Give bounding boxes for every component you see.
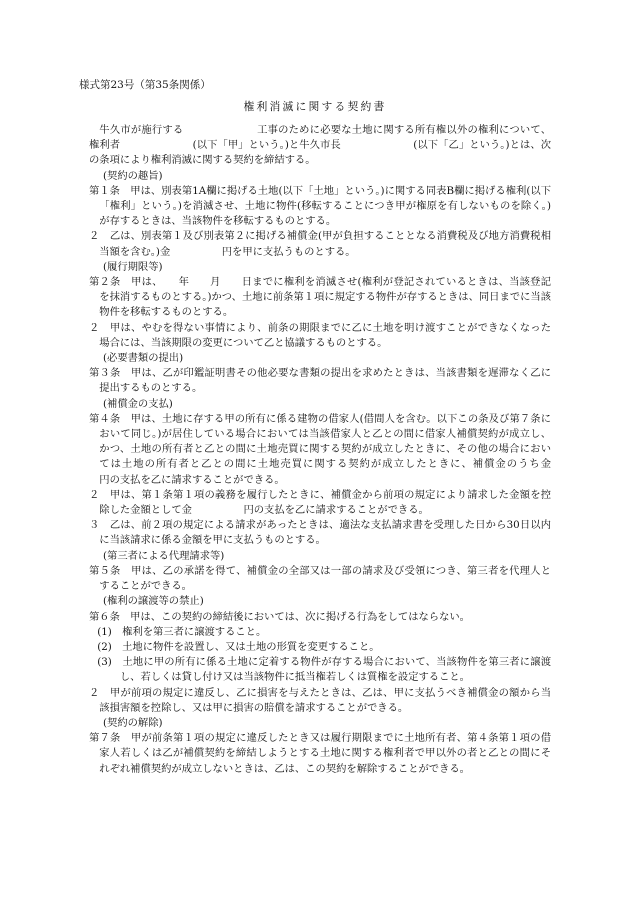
clause-paragraph: 第６条 甲は、この契約の締結後においては、次に掲げる行為をしてはならない。 [89, 610, 470, 623]
clause-paragraph: 第３条 甲は、乙が印鑑証明書その他必要な書類の提出を求めたときは、当該書類を遅滞なく乙に提出するものとする。 [89, 367, 551, 395]
clause-item: (3) 土地に甲の所有に係る土地に定着する物件が存する場合において、当該物件を第三者に譲渡し、若しくは貸し付け又は当該物件に抵当権若しくは質権を設定すること。 [97, 656, 551, 684]
clause-paragraph: 第２条 甲は、 年 月 日までに権利を消滅させ(権利が登記されているときは、当該登記を抹消するものとする。)かつ、土地に前条第１項に規定する物件が存するときは、同日までに当該物件を移転するものとする。 [89, 276, 551, 319]
clause-item: (2) 土地に物件を設置し、又は土地の形質を変更すること。 [97, 640, 380, 653]
clause-caption: (第三者による代理請求等) [103, 549, 225, 562]
form-number: 様式第23号（第35条関係） [79, 79, 211, 91]
clause-caption: (契約の趣旨) [103, 169, 163, 182]
document-title: 権利消滅に関する契約書 [243, 100, 387, 113]
clause-paragraph: 第４条 甲は、土地に存する甲の所有に係る建物の借家人(借間人を含む。以下この条及び第７条において同じ。)が居住している場合においては当該借家人と乙との間に借家人補償契約が成立し、かつ、土地の所有者と乙との間に土地売買に関する契約が成立したときに、その他の場合においては土地の所有者と乙との間に土地売買に関する契約が成立したときに、補償金のうち金 円の支払を乙に請求することができる。 [89, 412, 603, 486]
clause-caption: (必要書類の提出) [103, 352, 184, 365]
clause-paragraph: ２ 乙は、別表第１及び別表第２に掲げる補償金(甲が負担することとなる消費税及び地方消費税相当額を含む。)金 円を甲に支払うものとする。 [89, 230, 551, 258]
clause-paragraph: ３ 乙は、前２項の規定による請求があったときは、適法な支払請求書を受理した日から30日以内に当該請求に係る金額を甲に支払うものとする。 [89, 519, 551, 547]
clause-paragraph: 第１条 甲は、別表第1A欄に掲げる土地(以下「土地」という。)に関する同表B欄に掲げる権利(以下「権利」という。)を消滅させ、土地に物件(移転することにつき甲が権原を有しないものを除く。)が存するときは、当該物件を移転するものとする。 [89, 184, 551, 228]
clause-paragraph: 第５条 甲は、乙の承諾を得て、補償金の全部又は一部の請求及び受領につき、第三者を代理人とすることができる。 [89, 564, 551, 593]
clauses [89, 169, 603, 777]
clause-caption: (補償金の支払) [103, 397, 173, 410]
clause-paragraph: 第７条 甲が前条第１項の規定に違反したとき又は履行期限までに土地所有者、第４条第１項の借家人若しくは乙が補償契約を締結しようとする土地に関する権利者で甲以外の者と乙との間にそれぞれ補償契約が成立しないときは、乙は、この契約を解除することができる。 [89, 732, 551, 775]
clause-caption: (契約の解除) [103, 716, 163, 729]
clause-caption: (履行期限等) [103, 260, 163, 273]
clause-paragraph: ２ 甲は、第１条第１項の義務を履行したときに、補償金から前項の規定により請求した金額を控除した金額として金 円の支払を乙に請求することができる。 [89, 488, 551, 517]
clause-item: (1) 権利を第三者に譲渡すること。 [97, 625, 267, 638]
intro-paragraph: 牛久市が施行する 工事のために必要な土地に関する所有権以外の権利について、権利者 (以下「甲」という。)と牛久市長 (以下「乙」という。)とは、次の条項により権利消滅に関する契約を締結する。 [89, 124, 551, 167]
clause-paragraph: ２ 甲は、やむを得ない事情により、前条の期限までに乙に土地を明け渡すことができなくなった場合には、当該期限の変更について乙と協議するものとする。 [89, 321, 551, 349]
document-body [89, 123, 603, 777]
clause-paragraph: ２ 甲が前項の規定に違反し、乙に損害を与えたときは、乙は、甲に支払うべき補償金の額から当該損害額を控除し、又は甲に損害の賠償を請求することができる。 [89, 686, 551, 714]
clause-caption: (権利の譲渡等の禁止) [103, 595, 204, 608]
